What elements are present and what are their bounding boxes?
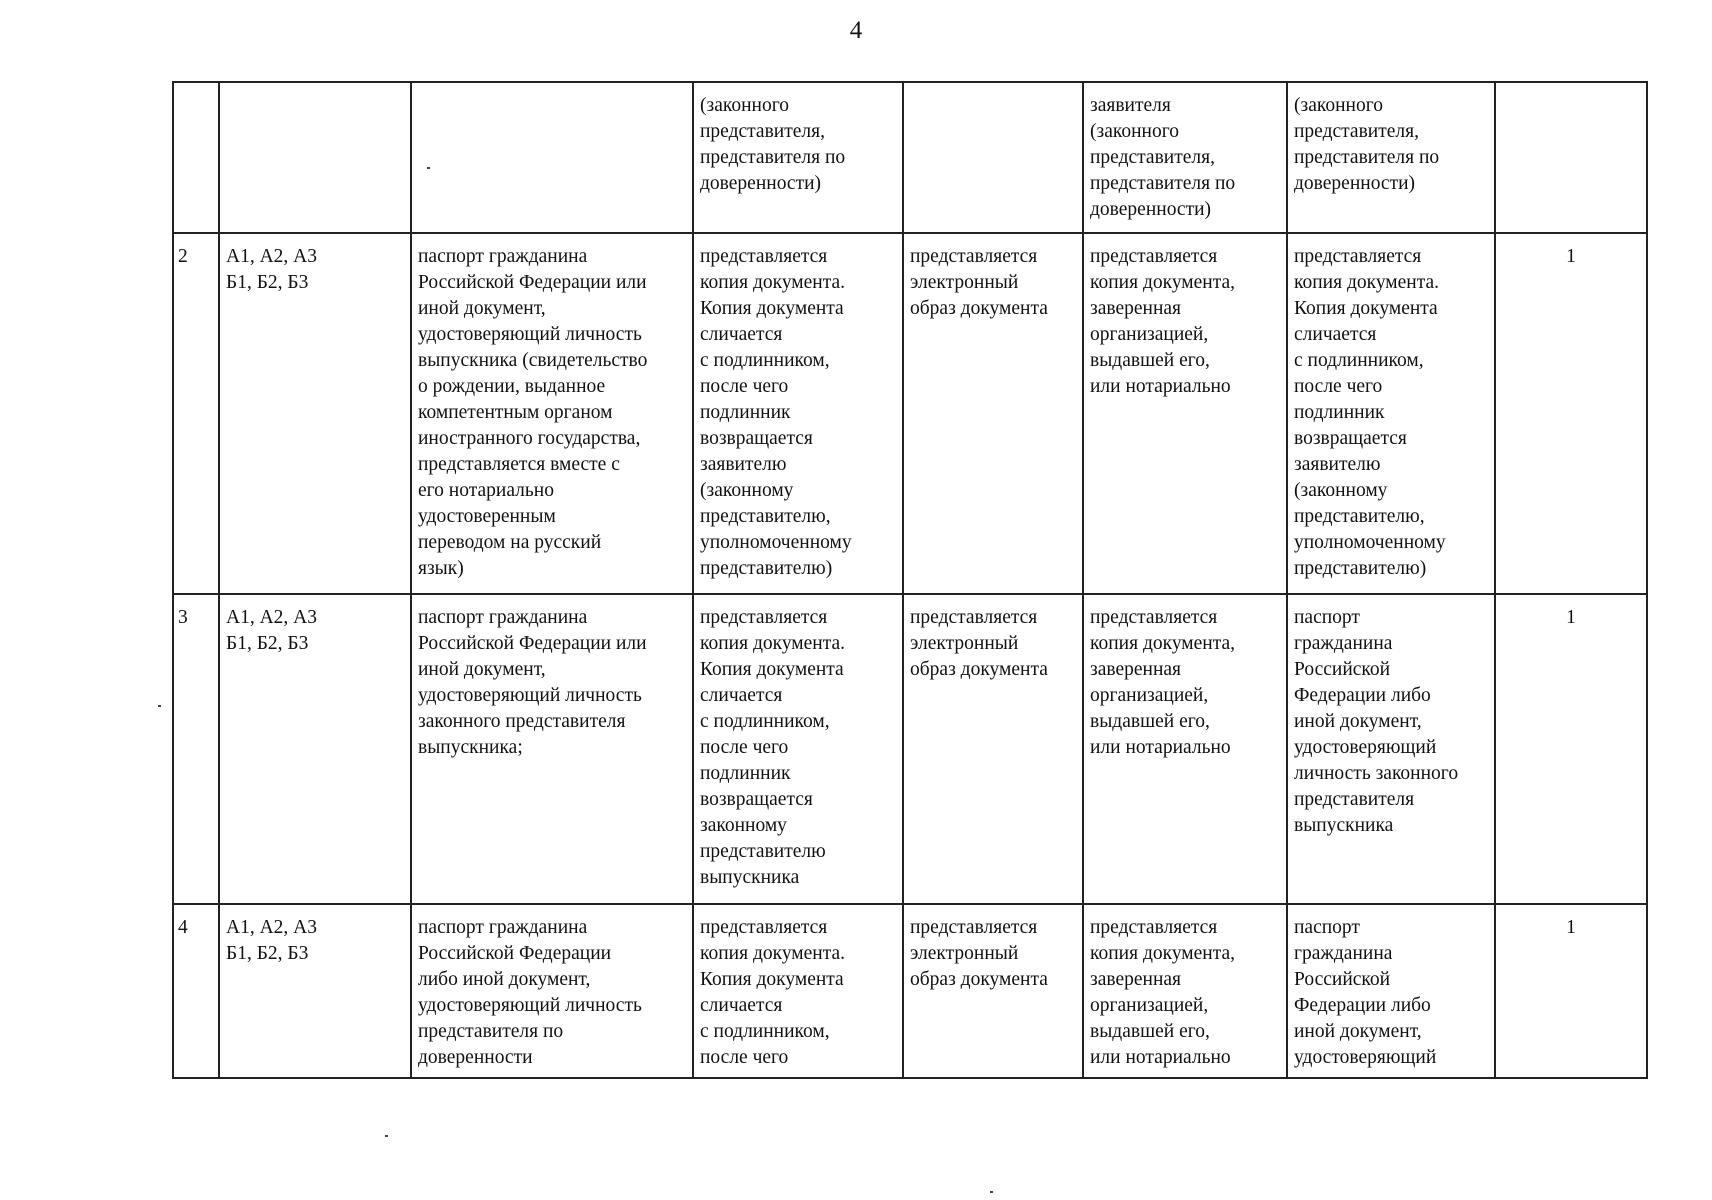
quantity-cell: 1 (1495, 904, 1647, 1078)
quantity-cell (1495, 82, 1647, 233)
document-name-cell (411, 82, 693, 233)
mfc-submission-cell: представляется копия документа. Копия документа сличается с подлинником, после чего подлинник возвращается заявителю (законному представителю, уполномоченному представителю) (1287, 233, 1495, 594)
row-number-cell: 3 (173, 594, 219, 904)
in-person-submission-cell: представляется копия документа. Копия документа сличается с подлинником, после чего подлинник возвращается заявителю (законному представителю, уполномоченному представителю) (693, 233, 903, 594)
page-number: 4 (849, 17, 863, 44)
documents-table (172, 81, 1648, 1079)
document-name-cell: паспорт гражданина Российской Федерации или иной документ, удостоверяющий личность законного представителя выпускника; (411, 594, 693, 904)
applicant-categories-cell (219, 82, 411, 233)
table-row (173, 233, 1647, 594)
table-row (173, 82, 1647, 233)
mfc-submission-cell: паспорт гражданина Российской Федерации либо иной документ, удостоверяющий личность законного представителя выпускника (1287, 594, 1495, 904)
postal-submission-cell: представляется копия документа, заверенная организацией, выдавшей его, или нотариально (1083, 233, 1287, 594)
in-person-submission-cell: (законного представителя, представителя по доверенности) (693, 82, 903, 233)
mfc-submission-cell: паспорт гражданина Российской Федерации либо иной документ, удостоверяющий (1287, 904, 1495, 1078)
scan-speck (427, 167, 430, 169)
electronic-submission-cell: представляется электронный образ документа (903, 594, 1083, 904)
in-person-submission-cell: представляется копия документа. Копия документа сличается с подлинником, после чего подлинник возвращается законному представителю выпускника (693, 594, 903, 904)
applicant-categories-cell: А1, А2, А3 Б1, Б2, Б3 (219, 904, 411, 1078)
electronic-submission-cell: представляется электронный образ документа (903, 904, 1083, 1078)
in-person-submission-cell: представляется копия документа. Копия документа сличается с подлинником, после чего (693, 904, 903, 1078)
scan-speck (385, 1135, 388, 1137)
mfc-submission-cell: (законного представителя, представителя по доверенности) (1287, 82, 1495, 233)
document-name-cell: паспорт гражданина Российской Федерации или иной документ, удостоверяющий личность выпускника (свидетельство о рождении, выданное компетентным органом иностранного государства, представляется вместе с его нотариально удостоверенным переводом на русский язык) (411, 233, 693, 594)
quantity-cell: 1 (1495, 594, 1647, 904)
row-number-cell: 4 (173, 904, 219, 1078)
quantity-cell: 1 (1495, 233, 1647, 594)
postal-submission-cell: представляется копия документа, заверенная организацией, выдавшей его, или нотариально (1083, 594, 1287, 904)
table-row (173, 904, 1647, 1078)
applicant-categories-cell: А1, А2, А3 Б1, Б2, Б3 (219, 233, 411, 594)
electronic-submission-cell: представляется электронный образ документа (903, 233, 1083, 594)
postal-submission-cell: заявителя (законного представителя, представителя по доверенности) (1083, 82, 1287, 233)
scan-speck (990, 1191, 993, 1193)
applicant-categories-cell: А1, А2, А3 Б1, Б2, Б3 (219, 594, 411, 904)
row-number-cell: 2 (173, 233, 219, 594)
row-number-cell (173, 82, 219, 233)
table-row (173, 594, 1647, 904)
electronic-submission-cell (903, 82, 1083, 233)
postal-submission-cell: представляется копия документа, заверенная организацией, выдавшей его, или нотариально (1083, 904, 1287, 1078)
document-name-cell: паспорт гражданина Российской Федерации либо иной документ, удостоверяющий личность представителя по доверенности (411, 904, 693, 1078)
scan-speck (158, 705, 161, 707)
